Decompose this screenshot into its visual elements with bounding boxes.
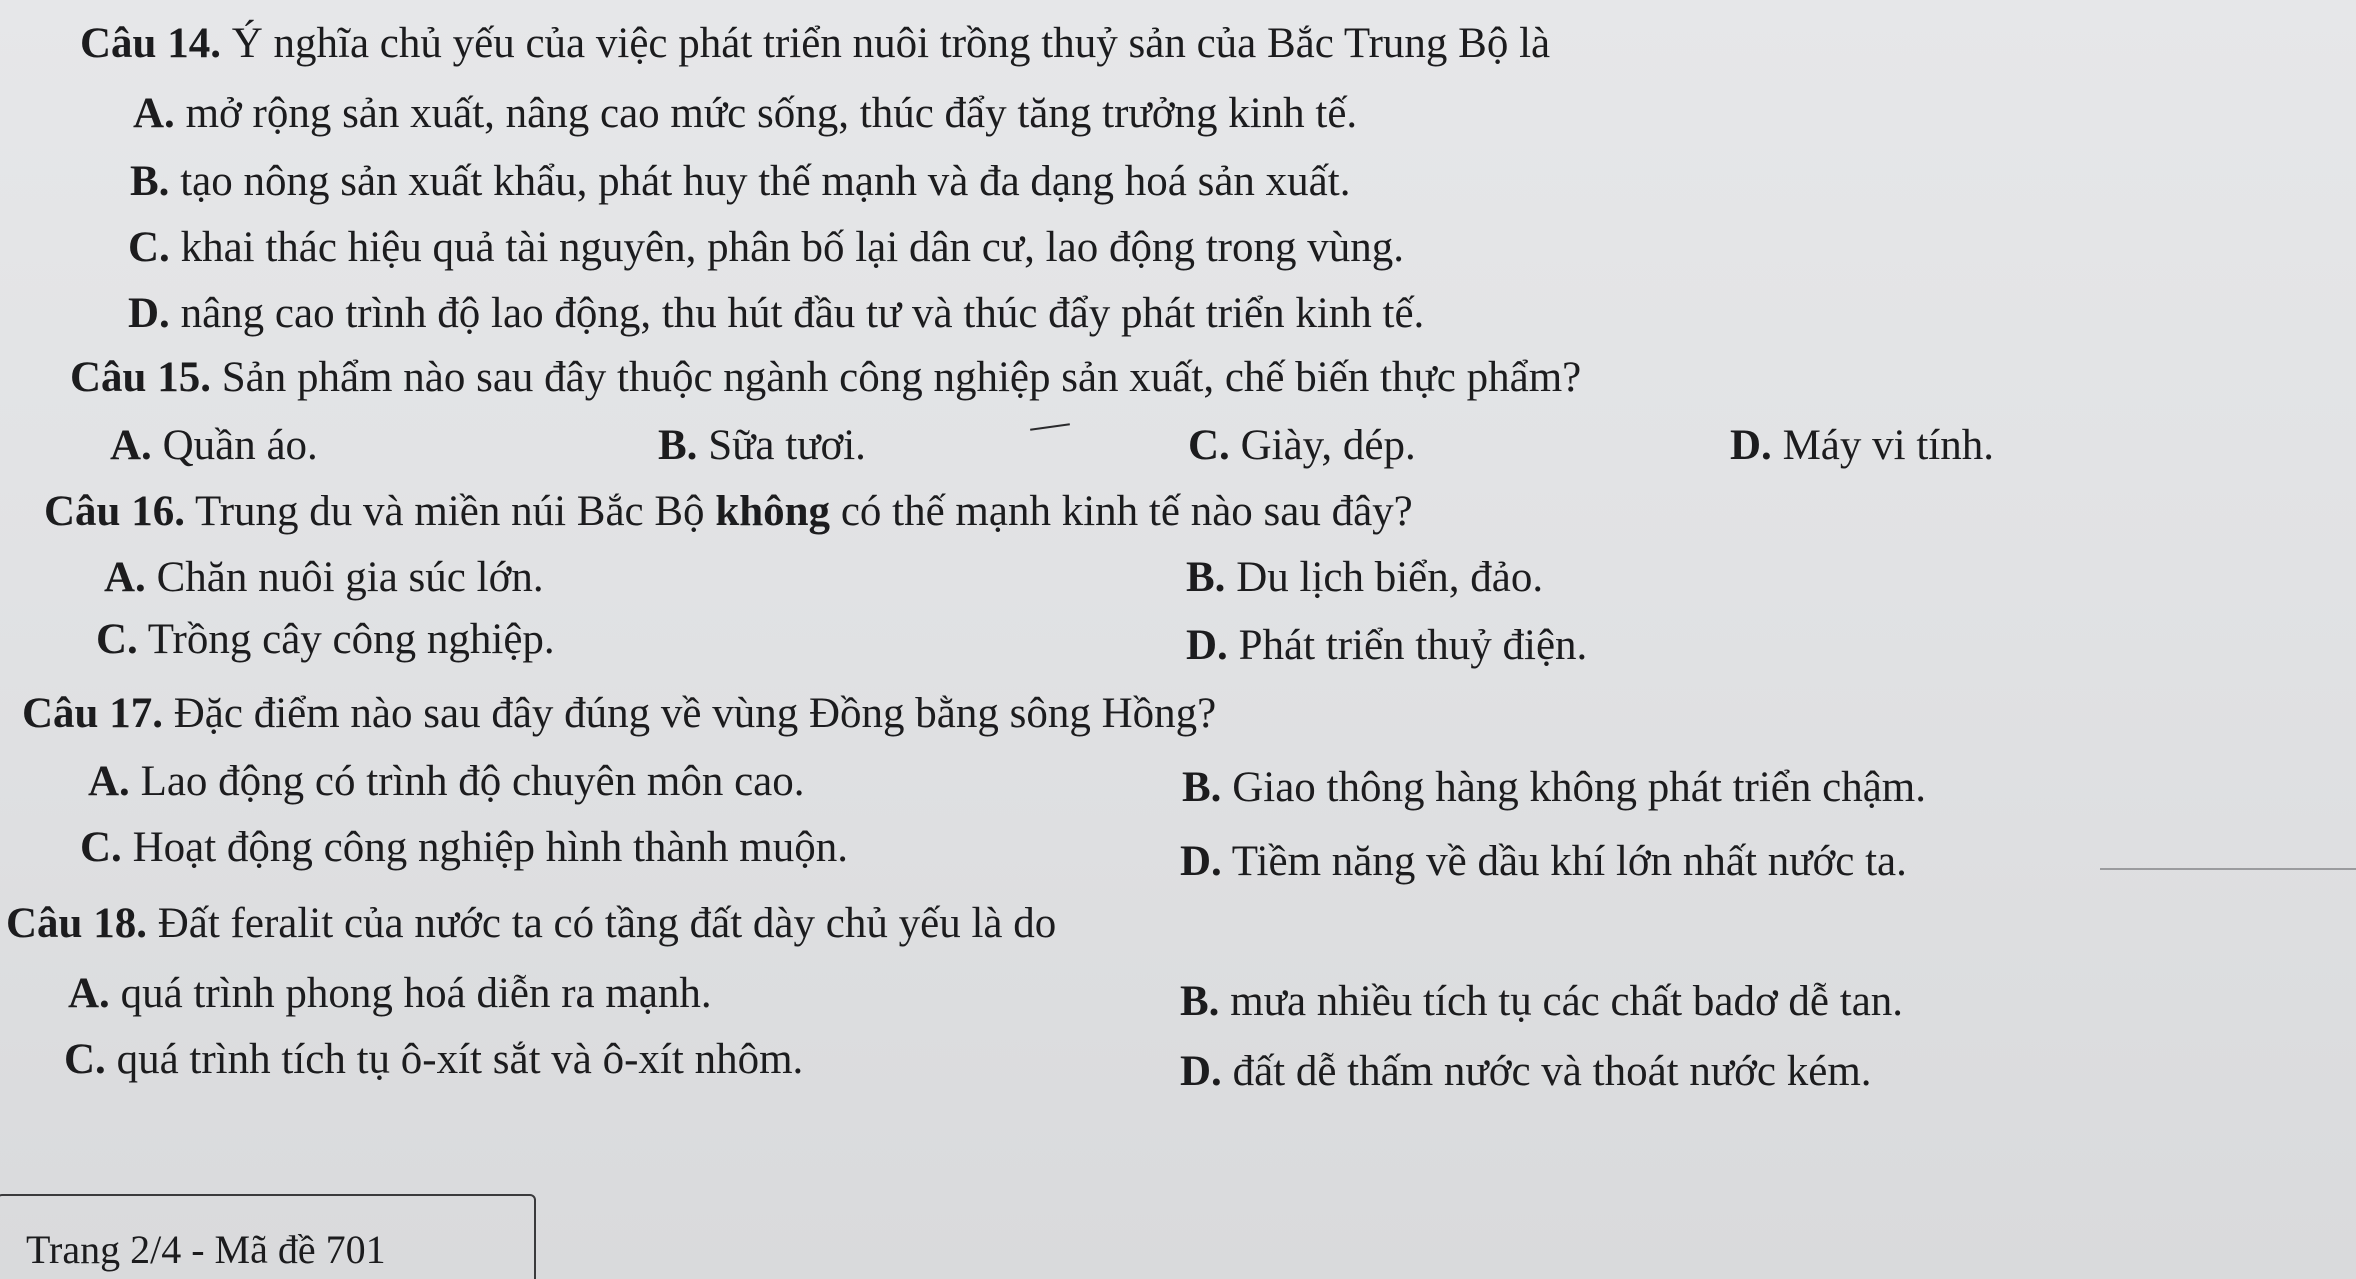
option-label: D.: [1730, 422, 1772, 469]
option-label: C.: [96, 616, 138, 663]
option-label: B.: [1180, 978, 1220, 1025]
option-text: mưa nhiều tích tụ các chất badơ dễ tan.: [1219, 978, 1904, 1025]
option-16-d[interactable]: [1186, 620, 1587, 672]
option-18-c[interactable]: [64, 1034, 803, 1086]
option-17-c[interactable]: [80, 822, 848, 874]
option-text: mở rộng sản xuất, nâng cao mức sống, thúc đẩy tăng trưởng kinh tế.: [174, 90, 1358, 137]
option-text: Giày, dép.: [1229, 422, 1416, 469]
option-15-a[interactable]: [110, 420, 318, 472]
question-text-after: có thế mạnh kinh tế nào sau đây?: [830, 488, 1413, 535]
option-text: Trồng cây công nghiệp.: [137, 616, 555, 663]
option-18-b[interactable]: [1180, 976, 1903, 1028]
question-14: [80, 18, 1550, 70]
question-label: Câu 15.: [70, 354, 211, 401]
option-text: Máy vi tính.: [1771, 422, 1994, 469]
option-14-b[interactable]: [130, 156, 1350, 208]
divider-line: [2100, 868, 2356, 870]
question-label: Câu 16.: [44, 488, 185, 535]
option-15-b[interactable]: [658, 420, 866, 472]
option-text: Lao động có trình độ chuyên môn cao.: [129, 758, 805, 805]
option-text: Quần áo.: [151, 422, 318, 469]
option-text: khai thác hiệu quả tài nguyên, phân bố lại dân cư, lao động trong vùng.: [169, 224, 1404, 271]
option-label: A.: [110, 422, 152, 469]
question-16: [44, 486, 1413, 538]
question-17: [22, 688, 1216, 740]
question-label: Câu 17.: [22, 690, 163, 737]
option-text: Chăn nuôi gia súc lớn.: [145, 554, 544, 601]
question-text: Đặc điểm nào sau đây đúng về vùng Đồng bằng sông Hồng?: [162, 690, 1217, 737]
option-text: Giao thông hàng không phát triển chậm.: [1221, 764, 1927, 811]
option-label: C.: [80, 824, 122, 871]
option-text: Tiềm năng về dầu khí lớn nhất nước ta.: [1221, 838, 1907, 885]
option-text: quá trình tích tụ ô-xít sắt và ô-xít nhôm.: [105, 1036, 804, 1083]
option-label: D.: [128, 290, 170, 337]
option-label: A.: [133, 90, 175, 137]
question-text: Ý nghĩa chủ yếu của việc phát triển nuôi trồng thuỷ sản của Bắc Trung Bộ là: [220, 20, 1551, 67]
option-text: Sữa tươi.: [697, 422, 866, 469]
option-label: A.: [104, 554, 146, 601]
option-14-a[interactable]: [133, 88, 1357, 140]
option-label: B.: [658, 422, 698, 469]
option-text: Hoạt động công nghiệp hình thành muộn.: [121, 824, 848, 871]
option-text: đất dễ thấm nước và thoát nước kém.: [1221, 1048, 1872, 1095]
option-text: Du lịch biển, đảo.: [1225, 554, 1544, 601]
option-label: C.: [64, 1036, 106, 1083]
question-text-before: Trung du và miền núi Bắc Bộ: [184, 488, 716, 535]
question-text-emphasis: không: [715, 488, 831, 535]
option-label: C.: [1188, 422, 1230, 469]
option-15-d[interactable]: [1730, 420, 1994, 472]
option-text: quá trình phong hoá diễn ra mạnh.: [109, 970, 712, 1017]
option-17-b[interactable]: [1182, 762, 1926, 814]
option-label: B.: [1182, 764, 1222, 811]
option-text: tạo nông sản xuất khẩu, phát huy thế mạnh và đa dạng hoá sản xuất.: [169, 158, 1351, 205]
question-18: [6, 898, 1056, 950]
question-label: Câu 14.: [80, 20, 221, 67]
option-14-c[interactable]: [128, 222, 1404, 274]
option-label: A.: [88, 758, 130, 805]
option-label: D.: [1180, 1048, 1222, 1095]
option-label: D.: [1186, 622, 1228, 669]
option-text: nâng cao trình độ lao động, thu hút đầu tư và thúc đẩy phát triển kinh tế.: [169, 290, 1425, 337]
option-15-c[interactable]: [1188, 420, 1416, 472]
option-17-d[interactable]: [1180, 836, 1907, 888]
option-16-a[interactable]: [104, 552, 544, 604]
pen-mark: [1030, 423, 1070, 431]
option-18-d[interactable]: [1180, 1046, 1872, 1098]
option-label: B.: [130, 158, 170, 205]
option-18-a[interactable]: [68, 968, 712, 1020]
option-16-c[interactable]: [96, 614, 555, 666]
option-17-a[interactable]: [88, 756, 805, 808]
option-text: Phát triển thuỷ điện.: [1227, 622, 1588, 669]
option-label: C.: [128, 224, 170, 271]
option-label: D.: [1180, 838, 1222, 885]
question-text: Đất feralit của nước ta có tầng đất dày chủ yếu là do: [146, 900, 1057, 947]
option-label: B.: [1186, 554, 1226, 601]
question-text: Sản phẩm nào sau đây thuộc ngành công nghiệp sản xuất, chế biến thực phẩm?: [210, 354, 1582, 401]
question-label: Câu 18.: [6, 900, 147, 947]
option-label: A.: [68, 970, 110, 1017]
option-14-d[interactable]: [128, 288, 1424, 340]
page-footer: Trang 2/4 - Mã đề 701: [26, 1227, 386, 1272]
option-16-b[interactable]: [1186, 552, 1543, 604]
question-15: [70, 352, 1581, 404]
